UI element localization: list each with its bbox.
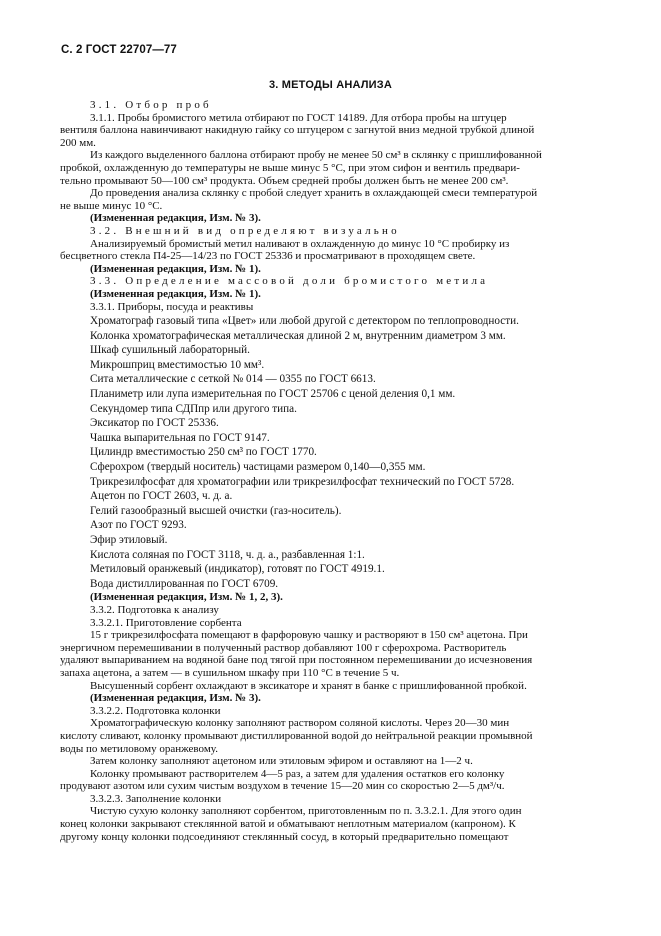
paragraph-line: 3.3. Определение массовой доли бромистого метила (90, 275, 489, 288)
paragraph-line: энергичном перемешивании в полученный раствор добавляют 100 г сферохрома. Растворитель (60, 641, 507, 654)
paragraph-line: (Измененная редакция, Изм. № 1). (90, 287, 261, 300)
list-item: Ацетон по ГОСТ 2603, ч. д. а. (90, 490, 233, 503)
paragraph-line: 3.3.1. Приборы, посуда и реактивы (90, 300, 254, 313)
paragraph-line: Высушенный сорбент охлаждают в эксикаторе и хранят в банке с пришлифованной пробкой. (90, 679, 527, 692)
list-item: Сита металлические с сеткой № 014 — 0355 по ГОСТ 6613. (90, 373, 376, 386)
paragraph-line: (Измененная редакция, Изм. № 1). (90, 262, 261, 275)
section-title: 3. МЕТОДЫ АНАЛИЗА (268, 79, 393, 91)
document-body (60, 99, 600, 843)
list-item: Эксикатор по ГОСТ 25336. (90, 417, 219, 430)
paragraph-line: Колонку промывают растворителем 4—5 раз, а затем для удаления остатков его колонку (90, 767, 505, 780)
paragraph-line: Анализируемый бромистый метил наливают в охлажденную до минус 10 °С пробирку из (90, 237, 510, 250)
paragraph-line: запаха ацетона, а затем — в сушильном шкафу при 110 °С в течение 5 ч. (60, 666, 400, 679)
paragraph-line: кислоту сливают, колонку промывают дистиллированной водой до нейтральной реакции промывной (60, 729, 533, 742)
paragraph-line: 3.3.2.1. Приготовление сорбента (90, 616, 242, 629)
paragraph-line: (Измененная редакция, Изм. № 3). (90, 212, 261, 225)
equipment-list (90, 314, 600, 591)
paragraph-line: другому концу колонки подсоединяют стеклянный сосуд, в который предварительно помещают (60, 830, 509, 843)
paragraph-line: (Измененная редакция, Изм. № 1, 2, 3). (90, 591, 283, 604)
paragraph-line: продувают азотом или сухим чистым воздухом в течение 15—20 мин со скоростью 2—5 дм³/ч. (60, 780, 505, 793)
paragraph-line: Хроматографическую колонку заполняют раствором соляной кислоты. Через 20—30 мин (90, 717, 510, 730)
list-item: Шкаф сушильный лабораторный. (90, 344, 250, 357)
list-item: Секундомер типа СДПпр или другого типа. (90, 402, 297, 415)
list-item: Хроматограф газовый типа «Цвет» или любой другой с детектором по теплопроводности. (90, 315, 519, 328)
list-item: Вода дистиллированная по ГОСТ 6709. (90, 577, 279, 590)
list-item: Планиметр или лупа измерительная по ГОСТ 25706 с ценой деления 0,1 мм. (90, 388, 456, 401)
text-block-1 (60, 99, 600, 313)
list-item: Азот по ГОСТ 9293. (90, 519, 187, 532)
paragraph-line: бесцветного стекла П4-25—14/23 по ГОСТ 25336 и просматривают в проходящем свете. (60, 250, 476, 263)
paragraph-line: Чистую сухую колонку заполняют сорбентом, приготовленным по п. 3.3.2.1. Для этого один (90, 805, 522, 818)
paragraph-line: 15 г трикрезилфосфата помещают в фарфоровую чашку и растворяют в 150 см³ ацетона. При (90, 629, 528, 642)
paragraph-line: До проведения анализа склянку с пробой следует хранить в охлаждающей смеси температурой (90, 187, 538, 200)
paragraph-line: воды по метиловому оранжевому. (60, 742, 218, 755)
paragraph-line: 3.3.2. Подготовка к анализу (90, 603, 219, 616)
list-item: Метиловый оранжевый (индикатор), готовят по ГОСТ 4919.1. (90, 563, 385, 576)
paragraph-line: (Измененная редакция, Изм. № 3). (90, 692, 261, 705)
list-item: Кислота соляная по ГОСТ 3118, ч. д. а., разбавленная 1:1. (90, 548, 365, 561)
list-item: Гелий газообразный высшей очистки (газ-носитель). (90, 504, 342, 517)
paragraph-line: удаляют выпариванием на водяной бане под тягой при постоянном перемешивании до исчезновения (60, 654, 533, 667)
list-item: Чашка выпарительная по ГОСТ 9147. (90, 431, 270, 444)
paragraph-line: 3.2. Внешний вид определяют визуально (90, 224, 400, 237)
page-header: С. 2 ГОСТ 22707—77 (61, 44, 177, 56)
list-item: Эфир этиловый. (90, 534, 168, 546)
paragraph-line: 3.1.1. Пробы бромистого метила отбирают по ГОСТ 14189. Для отбора пробы на штуцер (90, 111, 507, 124)
list-item: Трикрезилфосфат для хроматографии или трикрезилфосфат технический по ГОСТ 5728. (90, 475, 515, 488)
paragraph-line: Затем колонку заполняют ацетоном или этиловым эфиром и оставляют на 1—2 ч. (90, 755, 473, 768)
paragraph-line: 200 мм. (60, 136, 96, 149)
paragraph-line: 3.3.2.3. Заполнение колонки (90, 792, 222, 805)
paragraph-line: пробкой, охлажденную до температуры не выше минус 5 °С, при этом сифон и вентиль предвари- (60, 161, 520, 174)
paragraph-line: вентиля баллона навинчивают накидную гайку со штуцером с загнутой вниз медной трубкой длиной (60, 124, 535, 137)
paragraph-line: конец колонки закрывают стеклянной ватой и обматывают неплотным материалом (капроном). К (60, 818, 516, 831)
paragraph-line: тельно промывают 50—100 см³ продукта. Объем средней пробы должен быть не менее 200 см³. (60, 174, 509, 187)
paragraph-line: 3.3.2.2. Подготовка колонки (90, 704, 221, 717)
list-item: Колонка хроматографическая металлическая длиной 2 м, внутренним диаметром 3 мм. (90, 329, 506, 342)
paragraph-line: 3.1. Отбор проб (90, 99, 212, 111)
list-item: Сферохром (твердый носитель) частицами размером 0,140—0,355 мм. (90, 461, 426, 474)
list-item: Цилиндр вместимостью 250 см³ по ГОСТ 1770. (90, 446, 317, 459)
paragraph-line: Из каждого выделенного баллона отбирают пробу не менее 50 см³ в склянку с пришлифованной (90, 149, 542, 162)
list-item: Микрошприц вместимостью 10 мм³. (90, 358, 265, 371)
paragraph-line: не выше минус 10 °С. (60, 199, 163, 212)
text-block-2 (60, 591, 600, 843)
